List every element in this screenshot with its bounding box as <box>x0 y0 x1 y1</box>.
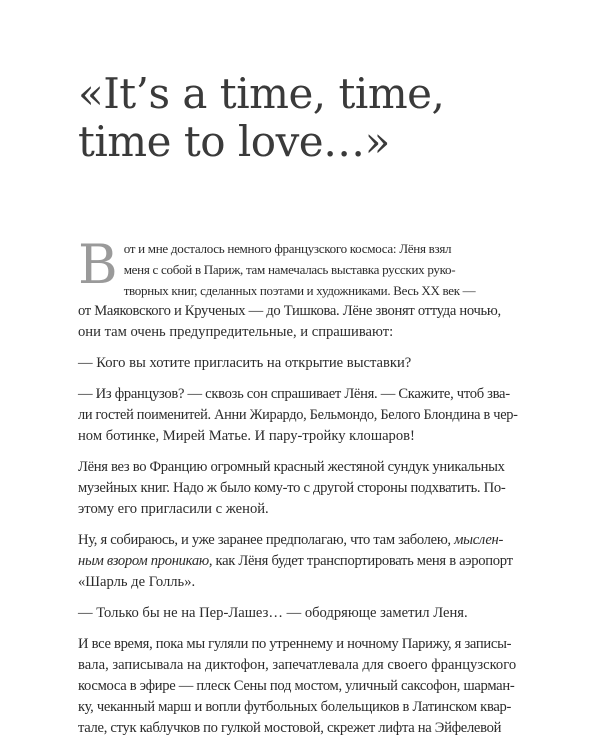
text-line: тале, стук каблучков по гулкой мостовой, скрежет лифта на Эйфелевой <box>78 720 502 736</box>
italic-run: ным взором проникаю <box>78 553 209 569</box>
text-line: от и мне досталось немного французского космоса: Лёня взял <box>123 241 452 256</box>
text-line: космоса в эфире — плеск Сены под мостом, уличный саксофон, шарман- <box>78 678 515 694</box>
paragraph-4 <box>78 457 518 520</box>
text-line: И все время, пока мы гуляли по утреннему и ночному Парижу, я записы- <box>78 636 512 652</box>
text-line: «Шарль де Голль». <box>78 574 196 590</box>
drop-cap: В <box>78 233 118 296</box>
text-line: ном ботинке, Мирей Матье. И пару-тройку клошаров! <box>78 428 415 444</box>
body-text <box>78 233 518 749</box>
chapter-title-line-2: time to love…» <box>78 117 390 166</box>
text-line: Лёня вез во Францию огромный красный жестяной сундук уникальных <box>78 459 505 475</box>
italic-run: мыслен- <box>454 532 504 548</box>
paragraph-7 <box>78 634 518 739</box>
paragraph-5 <box>78 530 518 593</box>
chapter-title-line-1: «It’s a time, time, <box>78 69 445 118</box>
paragraph-2 <box>78 353 518 374</box>
paragraph-3 <box>78 384 518 447</box>
text-line <box>78 530 518 551</box>
text-line: они там очень предупредительные, и спрашивают: <box>78 324 394 340</box>
text-line: вала, записывала на диктофон, запечатлевала для своего французского <box>78 657 517 673</box>
text-line: творных книг, сделанных поэтами и художниками. Весь XX век — <box>123 283 476 298</box>
text-line <box>78 551 518 572</box>
paragraph-6 <box>78 603 518 624</box>
text-line: — Только бы не на Пер-Лашез… — ободряюще заметил Леня. <box>78 605 468 621</box>
text-line: — Из французов? — сквозь сон спрашивает Лёня. — Скажите, чтоб зва- <box>78 386 510 402</box>
text-line: ку, чеканный марш и вопли футбольных болельщиков в Латинском квар- <box>78 699 512 715</box>
text-line: — Кого вы хотите пригласить на открытие выставки? <box>78 355 412 371</box>
chapter-title <box>78 70 538 166</box>
text-run: , как Лёня будет транспортировать меня в аэропорт <box>208 553 513 569</box>
paragraph-1 <box>78 233 518 343</box>
text-line: ли гостей поименитей. Анни Жирардо, Бельмондо, Белого Блондина в чер- <box>78 407 518 423</box>
text-line: музейных книг. Надо ж было кому-то с другой стороны подхватить. По- <box>78 480 506 496</box>
text-line: этому его пригласили с женой. <box>78 501 269 517</box>
text-line: меня с собой в Париж, там намечалась выставка русских руко- <box>123 262 456 277</box>
text-run: Ну, я собираюсь, и уже заранее предполагаю, что там заболею, <box>78 532 455 548</box>
text-line: от Маяковского и Крученых — до Тишкова. Лёне звонят оттуда ночью, <box>78 303 501 319</box>
